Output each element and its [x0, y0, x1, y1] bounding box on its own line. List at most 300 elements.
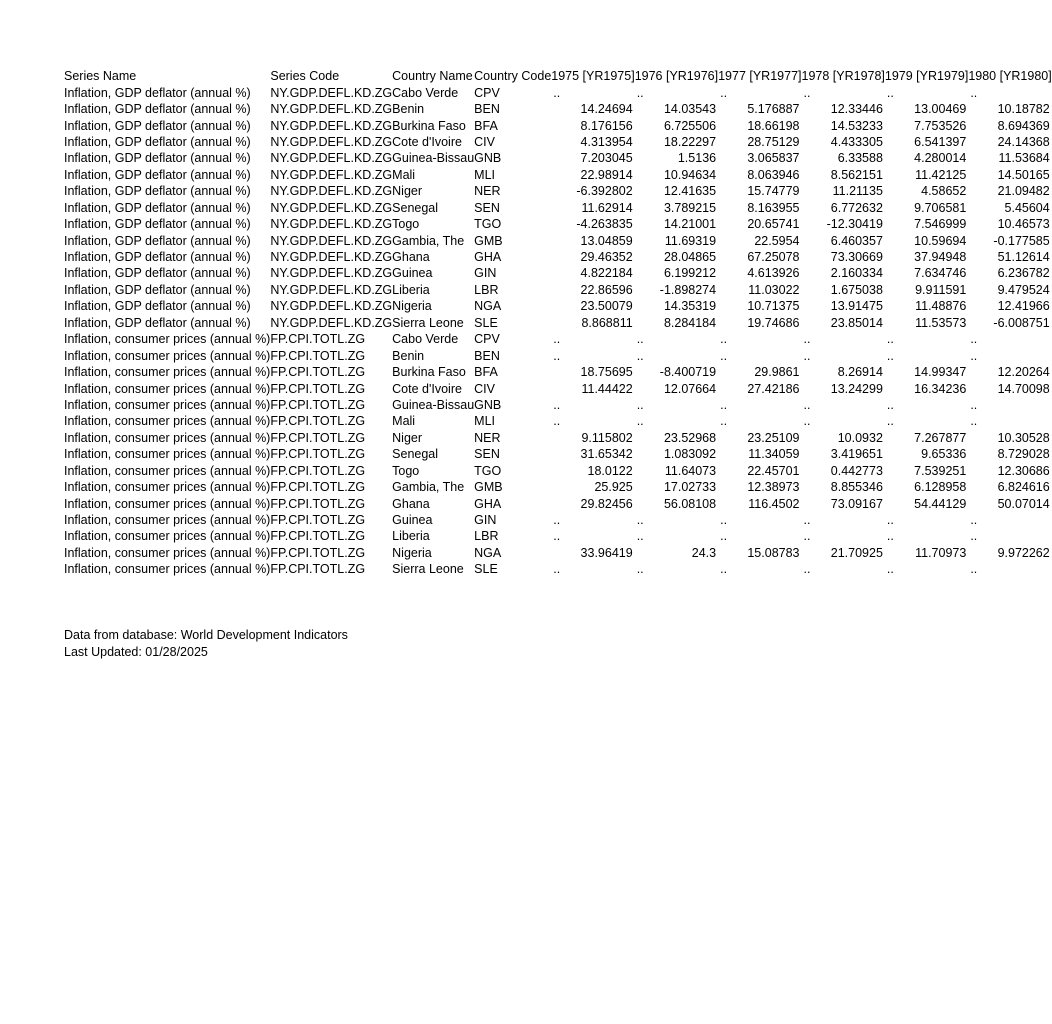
table-cell[interactable]: 23.50079	[580, 299, 633, 314]
table-cell[interactable]: 25.925	[594, 480, 633, 495]
table-cell[interactable]: ..	[803, 397, 811, 412]
table-cell[interactable]: 6.772632	[830, 200, 883, 215]
table-cell[interactable]: Inflation, consumer prices (annual %)	[64, 545, 271, 560]
table-cell[interactable]: FP.CPI.TOTL.ZG	[270, 365, 366, 380]
table-cell[interactable]: Inflation, consumer prices (annual %)	[64, 513, 271, 528]
table-cell[interactable]: 12.33446	[830, 102, 883, 117]
column-header[interactable]: Series Name	[64, 69, 137, 84]
table-cell[interactable]: FP.CPI.TOTL.ZG	[270, 348, 366, 363]
table-cell[interactable]: Mali	[392, 414, 416, 429]
table-cell[interactable]: 73.09167	[830, 496, 883, 511]
table-cell[interactable]: 10.59694	[914, 233, 967, 248]
table-cell[interactable]: Sierra Leone	[392, 562, 464, 577]
table-cell[interactable]: 116.4502	[748, 496, 800, 511]
table-cell[interactable]: 14.50165	[997, 167, 1050, 182]
table-cell[interactable]: Inflation, GDP deflator (annual %)	[64, 200, 251, 215]
table-cell[interactable]: 10.94634	[663, 167, 717, 182]
table-cell[interactable]: 3.789215	[663, 200, 717, 215]
table-cell[interactable]: Inflation, GDP deflator (annual %)	[64, 151, 251, 166]
table-cell[interactable]: 11.62914	[581, 200, 633, 215]
table-cell[interactable]: -12.30419	[826, 217, 883, 232]
table-cell[interactable]: 8.729028	[997, 447, 1050, 462]
table-cell[interactable]: Guinea	[392, 513, 433, 528]
table-cell[interactable]: Inflation, consumer prices (annual %)	[64, 463, 271, 478]
table-cell[interactable]: ..	[720, 529, 728, 544]
table-cell[interactable]: ..	[636, 414, 644, 429]
table-cell[interactable]: Inflation, consumer prices (annual %)	[64, 414, 271, 429]
table-cell[interactable]: 6.725506	[663, 118, 717, 133]
table-cell[interactable]: NY.GDP.DEFL.KD.ZG	[270, 250, 393, 265]
table-cell[interactable]: 15.74779	[747, 184, 800, 199]
table-cell[interactable]: 14.03543	[663, 102, 717, 117]
table-cell[interactable]: 11.42125	[915, 167, 967, 182]
column-header[interactable]: Country Code	[474, 69, 552, 84]
table-cell[interactable]: BEN	[474, 348, 500, 363]
table-cell[interactable]: ..	[636, 332, 644, 347]
table-cell[interactable]: NY.GDP.DEFL.KD.ZG	[270, 85, 393, 100]
table-cell[interactable]: ..	[970, 529, 978, 544]
table-cell[interactable]: 12.41635	[663, 184, 717, 199]
table-cell[interactable]: NY.GDP.DEFL.KD.ZG	[270, 118, 393, 133]
table-cell[interactable]: Burkina Faso	[392, 365, 466, 380]
table-cell[interactable]: 7.634746	[914, 266, 967, 281]
table-cell[interactable]: NGA	[474, 545, 502, 560]
table-cell[interactable]: 6.236782	[997, 266, 1050, 281]
table-cell[interactable]: ..	[553, 397, 561, 412]
table-cell[interactable]: 19.74686	[747, 315, 800, 330]
table-cell[interactable]: 50.07014	[997, 496, 1050, 511]
table-cell[interactable]: ..	[803, 332, 811, 347]
table-cell[interactable]: ..	[886, 414, 894, 429]
table-cell[interactable]: GIN	[474, 513, 497, 528]
table-cell[interactable]: ..	[886, 348, 894, 363]
table-cell[interactable]: GNB	[474, 151, 502, 166]
table-cell[interactable]: Inflation, GDP deflator (annual %)	[64, 217, 251, 232]
table-cell[interactable]: 14.70098	[997, 381, 1050, 396]
table-cell[interactable]: Liberia	[392, 282, 430, 297]
table-cell[interactable]: Inflation, GDP deflator (annual %)	[64, 85, 251, 100]
table-cell[interactable]: 29.82456	[580, 496, 633, 511]
table-cell[interactable]: NY.GDP.DEFL.KD.ZG	[270, 167, 393, 182]
table-cell[interactable]: 16.34236	[914, 381, 967, 396]
table-cell[interactable]: 28.75129	[747, 134, 800, 149]
column-header[interactable]: 1978 [YR1978]	[801, 69, 885, 84]
table-cell[interactable]: 9.115802	[581, 430, 633, 445]
table-cell[interactable]: FP.CPI.TOTL.ZG	[270, 414, 366, 429]
table-cell[interactable]: 22.45701	[747, 463, 800, 478]
table-cell[interactable]: Inflation, consumer prices (annual %)	[64, 480, 271, 495]
table-cell[interactable]: Inflation, GDP deflator (annual %)	[64, 184, 251, 199]
table-cell[interactable]: ..	[553, 562, 561, 577]
table-cell[interactable]: 7.267877	[914, 430, 967, 445]
table-cell[interactable]: 24.14368	[997, 134, 1050, 149]
table-cell[interactable]: 20.65741	[747, 217, 800, 232]
table-cell[interactable]: FP.CPI.TOTL.ZG	[270, 463, 366, 478]
table-cell[interactable]: 11.53684	[998, 151, 1050, 166]
table-cell[interactable]: 56.08108	[663, 496, 717, 511]
table-cell[interactable]: TGO	[474, 217, 502, 232]
table-cell[interactable]: Nigeria	[392, 545, 432, 560]
table-cell[interactable]: ..	[886, 85, 894, 100]
table-cell[interactable]: 6.199212	[663, 266, 717, 281]
table-cell[interactable]: 54.44129	[914, 496, 967, 511]
table-cell[interactable]: -0.177585	[993, 233, 1050, 248]
table-cell[interactable]: 5.45604	[1004, 200, 1050, 215]
table-cell[interactable]: 9.479524	[997, 282, 1050, 297]
table-cell[interactable]: FP.CPI.TOTL.ZG	[270, 496, 366, 511]
table-cell[interactable]: 11.34059	[748, 447, 800, 462]
table-cell[interactable]: -8.400719	[659, 365, 717, 380]
table-cell[interactable]: 37.94948	[914, 250, 967, 265]
table-cell[interactable]: 18.22297	[663, 134, 717, 149]
table-cell[interactable]: ..	[803, 414, 811, 429]
table-cell[interactable]: ..	[636, 348, 644, 363]
table-cell[interactable]: ..	[553, 348, 561, 363]
column-header[interactable]: 1975 [YR1975]	[551, 69, 635, 84]
table-cell[interactable]: 4.313954	[580, 134, 633, 149]
table-cell[interactable]: NY.GDP.DEFL.KD.ZG	[270, 200, 393, 215]
table-cell[interactable]: 11.70973	[915, 545, 967, 560]
table-cell[interactable]: LBR	[474, 282, 499, 297]
table-cell[interactable]: 2.160334	[830, 266, 883, 281]
table-cell[interactable]: NY.GDP.DEFL.KD.ZG	[270, 134, 393, 149]
table-cell[interactable]: 13.00469	[914, 102, 967, 117]
table-cell[interactable]: NY.GDP.DEFL.KD.ZG	[270, 282, 393, 297]
table-cell[interactable]: Cabo Verde	[392, 85, 459, 100]
table-cell[interactable]: 14.53233	[830, 118, 883, 133]
table-cell[interactable]: NY.GDP.DEFL.KD.ZG	[270, 217, 393, 232]
table-cell[interactable]: 14.35319	[663, 299, 717, 314]
table-cell[interactable]: 4.613926	[747, 266, 800, 281]
table-cell[interactable]: FP.CPI.TOTL.ZG	[270, 332, 366, 347]
table-cell[interactable]: Inflation, GDP deflator (annual %)	[64, 102, 251, 117]
table-cell[interactable]: CIV	[474, 134, 495, 149]
table-cell[interactable]: SLE	[474, 562, 498, 577]
table-cell[interactable]: ..	[970, 348, 978, 363]
table-cell[interactable]: FP.CPI.TOTL.ZG	[270, 513, 366, 528]
table-cell[interactable]: ..	[970, 85, 978, 100]
table-cell[interactable]: 67.25078	[747, 250, 800, 265]
table-cell[interactable]: 73.30669	[830, 250, 883, 265]
table-cell[interactable]: 22.5954	[754, 233, 800, 248]
table-cell[interactable]: 5.176887	[747, 102, 800, 117]
table-cell[interactable]: GMB	[474, 480, 503, 495]
table-cell[interactable]: ..	[886, 397, 894, 412]
table-cell[interactable]: Inflation, GDP deflator (annual %)	[64, 299, 251, 314]
table-cell[interactable]: Guinea-Bissau	[392, 151, 475, 166]
table-cell[interactable]: 8.694369	[997, 118, 1050, 133]
table-cell[interactable]: 17.02733	[663, 480, 717, 495]
table-cell[interactable]: ..	[636, 397, 644, 412]
table-cell[interactable]: CPV	[474, 85, 500, 100]
table-cell[interactable]: MLI	[474, 414, 495, 429]
table-cell[interactable]: 12.20264	[997, 365, 1050, 380]
table-cell[interactable]: 7.753526	[914, 118, 967, 133]
table-cell[interactable]: 7.546999	[914, 217, 967, 232]
table-cell[interactable]: Inflation, GDP deflator (annual %)	[64, 282, 251, 297]
table-cell[interactable]: 23.52968	[663, 430, 717, 445]
table-cell[interactable]: Cote d'Ivoire	[392, 381, 462, 396]
table-cell[interactable]: 12.30686	[997, 463, 1050, 478]
table-cell[interactable]: Inflation, consumer prices (annual %)	[64, 397, 271, 412]
table-cell[interactable]: Liberia	[392, 529, 430, 544]
table-cell[interactable]: ..	[720, 85, 728, 100]
table-cell[interactable]: Niger	[392, 184, 423, 199]
table-cell[interactable]: ..	[553, 513, 561, 528]
table-cell[interactable]: SEN	[474, 447, 500, 462]
table-cell[interactable]: Gambia, The	[392, 233, 465, 248]
table-cell[interactable]: 22.86596	[580, 282, 633, 297]
table-cell[interactable]: ..	[803, 348, 811, 363]
table-cell[interactable]: Togo	[392, 217, 420, 232]
table-cell[interactable]: 29.46352	[580, 250, 633, 265]
table-cell[interactable]: 12.38973	[747, 480, 800, 495]
table-cell[interactable]: ..	[553, 85, 561, 100]
table-cell[interactable]: ..	[720, 513, 728, 528]
table-cell[interactable]: 8.063946	[747, 167, 800, 182]
column-header[interactable]: 1980 [YR1980]	[968, 69, 1052, 84]
column-header[interactable]: Country Name	[392, 69, 473, 84]
table-cell[interactable]: ..	[886, 562, 894, 577]
table-cell[interactable]: 11.64073	[664, 463, 717, 478]
table-cell[interactable]: 10.71375	[747, 299, 800, 314]
table-cell[interactable]: 23.85014	[830, 315, 883, 330]
table-cell[interactable]: FP.CPI.TOTL.ZG	[270, 381, 366, 396]
table-cell[interactable]: ..	[636, 562, 644, 577]
table-cell[interactable]: ..	[970, 562, 978, 577]
table-cell[interactable]: SEN	[474, 200, 500, 215]
table-cell[interactable]: 4.58652	[921, 184, 967, 199]
table-cell[interactable]: ..	[803, 529, 811, 544]
table-cell[interactable]: 12.07664	[663, 381, 717, 396]
table-cell[interactable]: NY.GDP.DEFL.KD.ZG	[270, 102, 393, 117]
table-cell[interactable]: 9.706581	[914, 200, 967, 215]
table-cell[interactable]: ..	[970, 414, 978, 429]
table-cell[interactable]: ..	[720, 397, 728, 412]
table-cell[interactable]: 18.0122	[587, 463, 633, 478]
table-cell[interactable]: FP.CPI.TOTL.ZG	[270, 529, 366, 544]
table-cell[interactable]: ..	[886, 332, 894, 347]
table-cell[interactable]: 1.083092	[663, 447, 717, 462]
table-cell[interactable]: Inflation, consumer prices (annual %)	[64, 332, 271, 347]
table-cell[interactable]: Inflation, GDP deflator (annual %)	[64, 233, 251, 248]
table-cell[interactable]: Benin	[392, 348, 425, 363]
table-cell[interactable]: FP.CPI.TOTL.ZG	[270, 397, 366, 412]
table-cell[interactable]: 11.03022	[748, 282, 800, 297]
table-cell[interactable]: ..	[553, 529, 561, 544]
table-cell[interactable]: 6.824616	[997, 480, 1050, 495]
table-cell[interactable]: ..	[886, 529, 894, 544]
table-cell[interactable]: ..	[970, 397, 978, 412]
table-cell[interactable]: Ghana	[392, 496, 430, 511]
table-cell[interactable]: 10.0932	[837, 430, 883, 445]
table-cell[interactable]: 7.203045	[580, 151, 633, 166]
table-cell[interactable]: 24.3	[691, 545, 717, 560]
table-cell[interactable]: BEN	[474, 102, 500, 117]
table-cell[interactable]: 4.433305	[830, 134, 883, 149]
table-cell[interactable]: Nigeria	[392, 299, 432, 314]
table-cell[interactable]: -6.008751	[993, 315, 1050, 330]
table-cell[interactable]: Niger	[392, 430, 423, 445]
table-cell[interactable]: ..	[720, 332, 728, 347]
table-cell[interactable]: 51.12614	[997, 250, 1050, 265]
table-cell[interactable]: FP.CPI.TOTL.ZG	[270, 447, 366, 462]
table-cell[interactable]: Mali	[392, 167, 416, 182]
table-cell[interactable]: ..	[803, 562, 811, 577]
table-cell[interactable]: 8.26914	[837, 365, 883, 380]
table-cell[interactable]: NY.GDP.DEFL.KD.ZG	[270, 266, 393, 281]
column-header[interactable]: 1979 [YR1979]	[884, 69, 969, 84]
table-cell[interactable]: ..	[803, 513, 811, 528]
table-cell[interactable]: 6.541397	[914, 134, 967, 149]
table-cell[interactable]: ..	[553, 332, 561, 347]
table-cell[interactable]: Cote d'Ivoire	[392, 134, 462, 149]
table-cell[interactable]: -6.392802	[576, 184, 633, 199]
table-cell[interactable]: 4.822184	[580, 266, 633, 281]
table-cell[interactable]: NER	[474, 184, 501, 199]
table-cell[interactable]: 14.24694	[580, 102, 633, 117]
table-cell[interactable]: Inflation, GDP deflator (annual %)	[64, 118, 251, 133]
table-cell[interactable]: -4.263835	[576, 217, 633, 232]
table-cell[interactable]: Inflation, consumer prices (annual %)	[64, 447, 271, 462]
table-cell[interactable]: 12.41966	[997, 299, 1050, 314]
table-cell[interactable]: Senegal	[392, 447, 439, 462]
table-cell[interactable]: Inflation, GDP deflator (annual %)	[64, 134, 251, 149]
table-cell[interactable]: 13.24299	[830, 381, 883, 396]
table-cell[interactable]: Sierra Leone	[392, 315, 464, 330]
table-cell[interactable]: Togo	[392, 463, 420, 478]
table-cell[interactable]: 15.08783	[747, 545, 800, 560]
table-cell[interactable]: 6.460357	[830, 233, 883, 248]
table-cell[interactable]: NY.GDP.DEFL.KD.ZG	[270, 233, 393, 248]
table-cell[interactable]: 4.280014	[914, 151, 967, 166]
table-cell[interactable]: NER	[474, 430, 501, 445]
table-cell[interactable]: -1.898274	[659, 282, 717, 297]
table-cell[interactable]: 3.419651	[830, 447, 883, 462]
column-header[interactable]: 1977 [YR1977]	[718, 69, 802, 84]
table-cell[interactable]: 21.70925	[830, 545, 883, 560]
table-cell[interactable]: NY.GDP.DEFL.KD.ZG	[270, 151, 393, 166]
table-cell[interactable]: ..	[886, 513, 894, 528]
table-cell[interactable]: 11.21135	[832, 184, 883, 199]
table-cell[interactable]: 14.21001	[663, 217, 717, 232]
column-header[interactable]: 1976 [YR1976]	[634, 69, 719, 84]
table-cell[interactable]: 8.176156	[580, 118, 633, 133]
table-cell[interactable]: 8.868811	[581, 315, 633, 330]
table-cell[interactable]: 1.675038	[830, 282, 883, 297]
table-cell[interactable]: 9.972262	[997, 545, 1050, 560]
table-cell[interactable]: 31.65342	[580, 447, 633, 462]
table-cell[interactable]: Inflation, consumer prices (annual %)	[64, 496, 271, 511]
table-cell[interactable]: ..	[720, 562, 728, 577]
table-cell[interactable]: 9.65336	[921, 447, 967, 462]
table-cell[interactable]: 3.065837	[747, 151, 800, 166]
table-cell[interactable]: Inflation, consumer prices (annual %)	[64, 529, 271, 544]
table-cell[interactable]: 11.53573	[915, 315, 967, 330]
table-cell[interactable]: 8.562151	[830, 167, 883, 182]
table-cell[interactable]: FP.CPI.TOTL.ZG	[270, 545, 366, 560]
table-cell[interactable]: Guinea-Bissau	[392, 397, 475, 412]
table-cell[interactable]: Inflation, consumer prices (annual %)	[64, 562, 271, 577]
table-cell[interactable]: 33.96419	[580, 545, 633, 560]
table-cell[interactable]: 21.09482	[997, 184, 1050, 199]
table-cell[interactable]: Inflation, consumer prices (annual %)	[64, 365, 271, 380]
table-cell[interactable]: 11.48876	[915, 299, 967, 314]
table-cell[interactable]: NGA	[474, 299, 502, 314]
table-cell[interactable]: ..	[636, 85, 644, 100]
table-cell[interactable]: Gambia, The	[392, 480, 465, 495]
table-cell[interactable]: Inflation, GDP deflator (annual %)	[64, 167, 251, 182]
table-cell[interactable]: 11.44422	[581, 381, 633, 396]
table-cell[interactable]: MLI	[474, 167, 495, 182]
table-cell[interactable]: ..	[970, 332, 978, 347]
table-cell[interactable]: 8.284184	[663, 315, 717, 330]
table-cell[interactable]: BFA	[474, 365, 498, 380]
table-cell[interactable]: Inflation, consumer prices (annual %)	[64, 381, 271, 396]
table-cell[interactable]: Cabo Verde	[392, 332, 459, 347]
table-cell[interactable]: 29.9861	[754, 365, 800, 380]
table-cell[interactable]: ..	[720, 348, 728, 363]
table-cell[interactable]: FP.CPI.TOTL.ZG	[270, 480, 366, 495]
table-cell[interactable]: 9.911591	[915, 282, 967, 297]
table-cell[interactable]: 28.04865	[663, 250, 717, 265]
table-cell[interactable]: ..	[553, 414, 561, 429]
table-cell[interactable]: ..	[636, 529, 644, 544]
table-cell[interactable]: 13.91475	[830, 299, 883, 314]
table-cell[interactable]: 14.99347	[914, 365, 967, 380]
table-cell[interactable]: NY.GDP.DEFL.KD.ZG	[270, 315, 393, 330]
table-cell[interactable]: Senegal	[392, 200, 439, 215]
table-cell[interactable]: 6.128958	[914, 480, 967, 495]
table-cell[interactable]: 6.33588	[837, 151, 883, 166]
table-cell[interactable]: Benin	[392, 102, 425, 117]
table-cell[interactable]: FP.CPI.TOTL.ZG	[270, 430, 366, 445]
table-cell[interactable]: FP.CPI.TOTL.ZG	[270, 562, 366, 577]
table-cell[interactable]: CIV	[474, 381, 495, 396]
table-cell[interactable]: Inflation, GDP deflator (annual %)	[64, 266, 251, 281]
table-cell[interactable]: Inflation, GDP deflator (annual %)	[64, 315, 251, 330]
table-cell[interactable]: ..	[636, 513, 644, 528]
table-cell[interactable]: 18.75695	[580, 365, 633, 380]
table-cell[interactable]: 11.69319	[664, 233, 717, 248]
table-cell[interactable]: ..	[803, 85, 811, 100]
table-cell[interactable]: 10.46573	[997, 217, 1050, 232]
table-cell[interactable]: Ghana	[392, 250, 430, 265]
table-cell[interactable]: 22.98914	[580, 167, 633, 182]
table-cell[interactable]: 13.04859	[580, 233, 633, 248]
table-cell[interactable]: NY.GDP.DEFL.KD.ZG	[270, 299, 393, 314]
table-cell[interactable]: 8.163955	[747, 200, 800, 215]
table-cell[interactable]: GNB	[474, 397, 502, 412]
table-cell[interactable]: BFA	[474, 118, 498, 133]
table-cell[interactable]: GHA	[474, 496, 502, 511]
table-cell[interactable]: 1.5136	[677, 151, 717, 166]
table-cell[interactable]: SLE	[474, 315, 498, 330]
table-cell[interactable]: 10.18782	[997, 102, 1050, 117]
table-cell[interactable]: TGO	[474, 463, 502, 478]
table-cell[interactable]: CPV	[474, 332, 500, 347]
table-cell[interactable]: 27.42186	[747, 381, 800, 396]
table-cell[interactable]: GIN	[474, 266, 497, 281]
table-cell[interactable]: GHA	[474, 250, 502, 265]
table-cell[interactable]: 8.855346	[830, 480, 883, 495]
table-cell[interactable]: Inflation, consumer prices (annual %)	[64, 430, 271, 445]
table-cell[interactable]: Inflation, GDP deflator (annual %)	[64, 250, 251, 265]
table-cell[interactable]: NY.GDP.DEFL.KD.ZG	[270, 184, 393, 199]
table-cell[interactable]: ..	[720, 414, 728, 429]
table-cell[interactable]: 18.66198	[747, 118, 800, 133]
table-cell[interactable]: Burkina Faso	[392, 118, 466, 133]
